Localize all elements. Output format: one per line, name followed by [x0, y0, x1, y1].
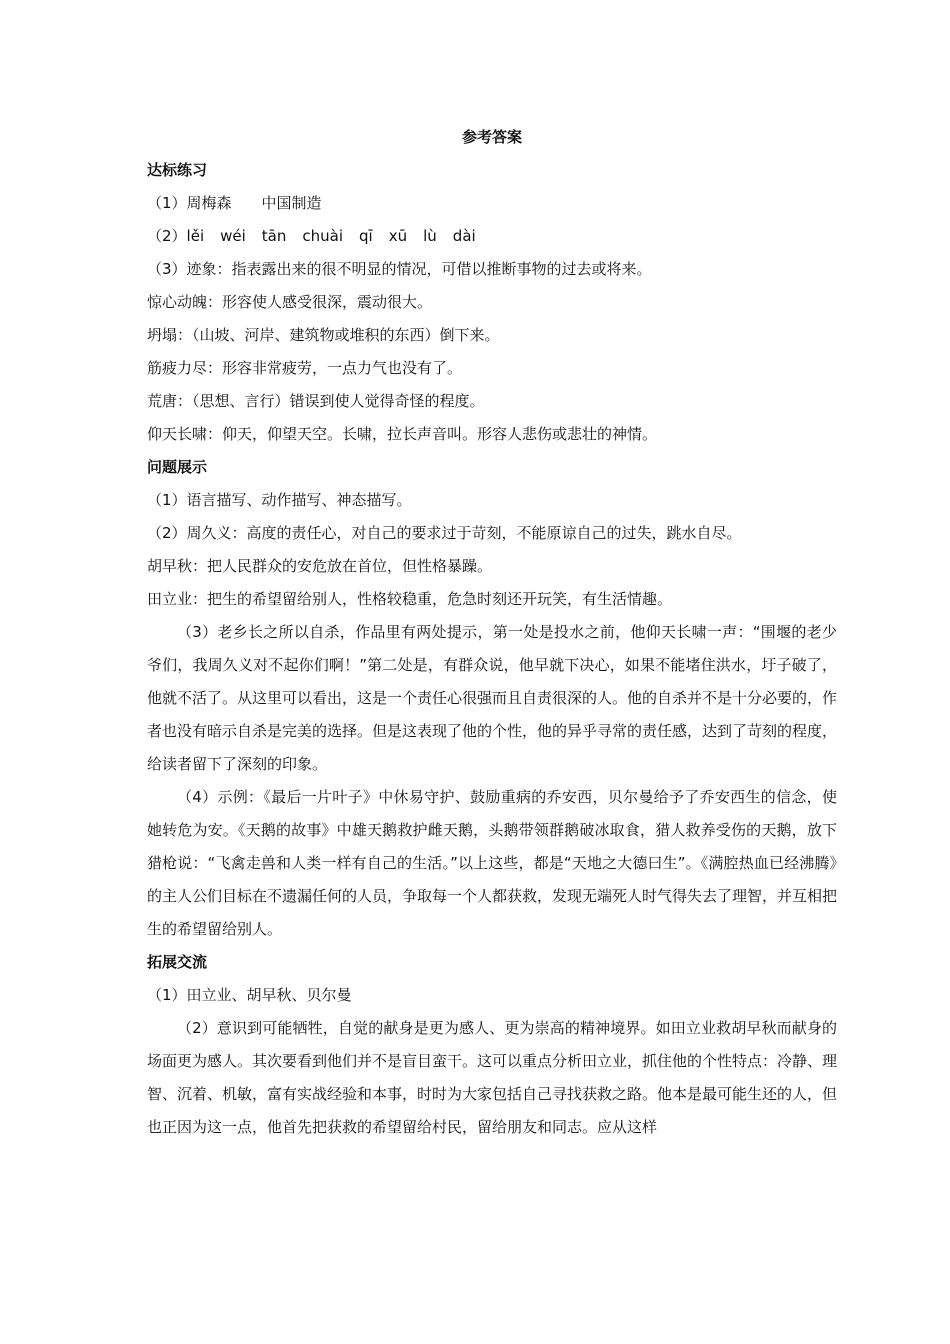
pinyin-line: [147, 220, 837, 253]
answer-text: （1）周梅森: [147, 194, 232, 212]
answer-line: （3）迹象：指表露出来的很不明显的情况，可借以推断事物的过去或将来。: [147, 260, 652, 278]
pinyin: chuài: [302, 227, 344, 245]
answer-line: 荒唐：（思想、言行）错误到使人觉得奇怪的程度。: [147, 392, 485, 410]
pinyin: dài: [452, 227, 476, 245]
answer-line: 田立业：把生的希望留给别人，性格较稳重，危急时刻还开玩笑，有生活情趣。: [147, 590, 673, 608]
answer-line: （2）周久义：高度的责任心，对自己的要求过于苛刻，不能原谅自己的过失，跳水自尽。: [147, 524, 742, 542]
answer-line: [147, 187, 837, 220]
answer-text: 中国制造: [261, 194, 322, 212]
answer-line: 坍塌：（山坡、河岸、建筑物或堆积的东西）倒下来。: [147, 326, 500, 344]
answer-line: （1）田立业、胡早秋、贝尔曼: [147, 986, 352, 1004]
pinyin: lù: [423, 227, 437, 245]
pinyin-prefix: （2）: [147, 227, 187, 245]
answer-line: 仰天长啸：仰天，仰望天空。长啸，拉长声音叫。形容人悲伤或悲壮的神情。: [147, 425, 658, 443]
pinyin: lěi: [186, 227, 205, 245]
answer-paragraph: （4）示例：《最后一片叶子》中休易守护、鼓励重病的乔安西，贝尔曼给予了乔安西生的信念，使她转危为安。《天鹅的故事》中雄天鹅救护雌天鹅，头鹅带领群鹅破冰取食，猎人救养受伤的天鹅，放下猎枪说：“飞禽走兽和人类一样有自己的生活。”以上这些，都是“天地之大德曰生”。《满腔热血已经沸腾》的主人公们目标在不遗漏任何的人员，争取每一个人都获救，发现无端死人时气得失去了理智，并互相把生的希望留给别人。: [147, 788, 838, 938]
pinyin: tān: [261, 227, 287, 245]
pinyin: wéi: [220, 227, 246, 245]
section-heading-extension: 拓展交流: [147, 953, 208, 971]
page-title: 参考答案: [461, 128, 522, 146]
answer-line: 筋疲力尽：形容非常疲劳，一点力气也没有了。: [147, 359, 463, 377]
pinyin: xū: [388, 227, 408, 245]
section-heading-questions: 问题展示: [147, 458, 208, 476]
answer-line: 胡早秋：把人民群众的安危放在首位，但性格暴躁。: [147, 557, 493, 575]
pinyin: qī: [359, 227, 373, 245]
answer-paragraph: （2）意识到可能牺牲，自觉的献身是更为感人、更为崇高的精神境界。如田立业救胡早秋而献身的场面更为感人。其次要看到他们并不是盲目蛮干。这可以重点分析田立业，抓住他的个性特点：冷静、理智、沉着、机敏，富有实战经验和本事，时时为大家包括自己寻找获救之路。他本是最可能生还的人，但也正因为这一点，他首先把获救的希望留给村民，留给朋友和同志。应从这样: [147, 1019, 838, 1136]
section-heading-practice: 达标练习: [147, 161, 208, 179]
answer-line: （1）语言描写、动作描写、神态描写。: [147, 491, 412, 509]
answer-paragraph: （3）老乡长之所以自杀，作品里有两处提示，第一处是投水之前，他仰天长啸一声：“围堰的老少爷们，我周久义对不起你们啊！”第二处是，有群众说，他早就下决心，如果不能堵住洪水，圩子破了，他就不活了。从这里可以看出，这是一个责任心很强而且自责很深的人。他的自杀并不是十分必要的，作者也没有暗示自杀是完美的选择。但是这表现了他的个性，他的异乎寻常的责任感，达到了苛刻的程度，给读者留下了深刻的印象。: [147, 623, 838, 773]
answer-line: 惊心动魄：形容使人感受很深，震动很大。: [147, 293, 433, 311]
document-page: [147, 122, 837, 1144]
